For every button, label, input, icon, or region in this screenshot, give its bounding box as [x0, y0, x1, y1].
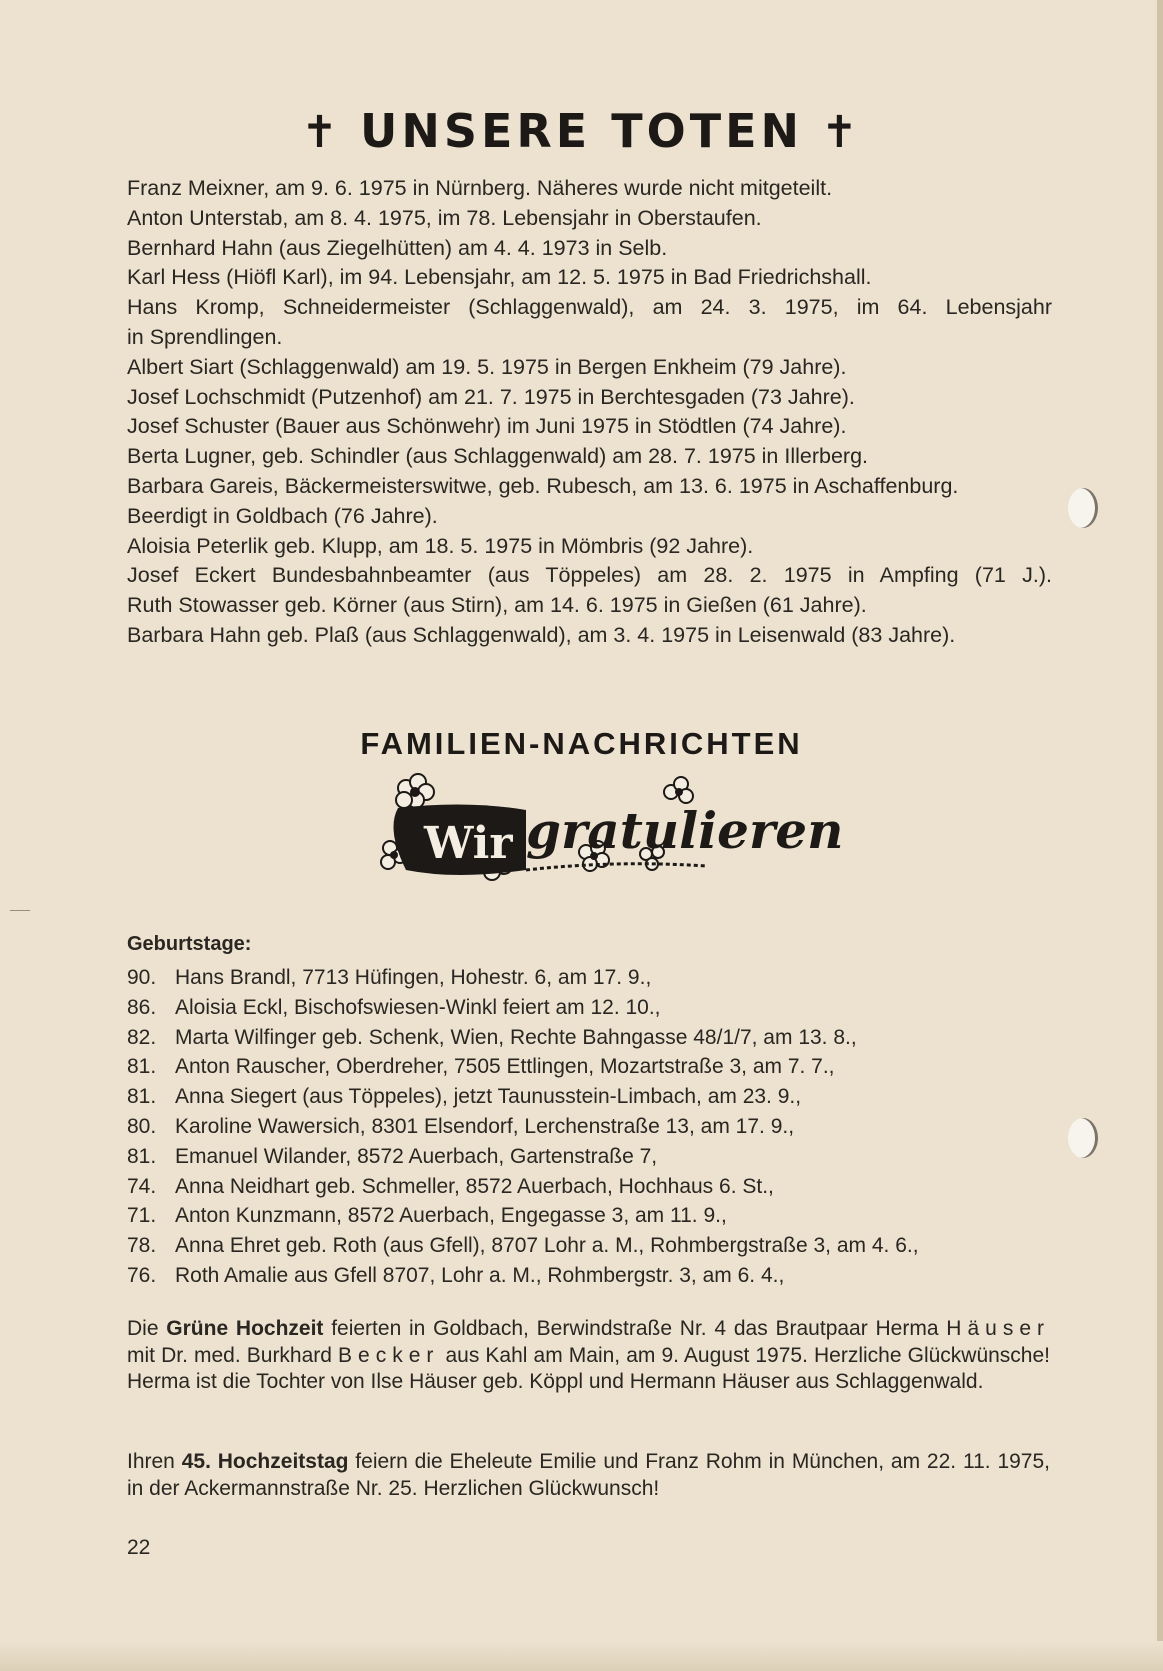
birthday-text: Anna Ehret geb. Roth (aus Gfell), 8707 Lohr a. M., Rohmbergstraße 3, am 4. 6., [175, 1234, 919, 1258]
cross-icon: ✝ [301, 107, 342, 158]
wir-gratulieren-graphic [376, 770, 844, 885]
death-notice-line: Albert Siart (Schlaggenwald) am 19. 5. 1975 in Bergen Enkheim (79 Jahre). [127, 354, 847, 379]
birthday-age: 78. [127, 1234, 157, 1258]
family-news-title: FAMILIEN-NACHRICHTEN [360, 726, 803, 761]
birthday-row [127, 1142, 1057, 1172]
wedding-text: Die [127, 1317, 167, 1340]
death-notice-line: Franz Meixner, am 9. 6. 1975 in Nürnberg. Näheres wurde nicht mitgeteilt. [127, 176, 833, 200]
death-notice-line: Ruth Stowasser geb. Körner (aus Stirn), am 14. 6. 1975 in Gießen (61 Jahre). [127, 593, 867, 618]
birthday-text: Hans Brandl, 7713 Hüfingen, Hohestr. 6, am 17. 9., [175, 966, 652, 989]
wedding-text: mit Dr. med. Burkhard [127, 1343, 339, 1367]
birthday-text: Karoline Wawersich, 8301 Elsendorf, Lerchenstraße 13, am 17. 9., [175, 1114, 795, 1138]
birthday-text: Anton Rauscher, Oberdreher, 7505 Ettlingen, Mozartstraße 3, am 7. 7., [175, 1055, 835, 1079]
birthday-row [127, 1112, 1057, 1142]
death-notices-list [127, 174, 1052, 651]
death-notice-line: in Sprendlingen. [127, 324, 283, 349]
birthday-row [127, 1201, 1057, 1231]
anniversary-text: Ihren [127, 1450, 182, 1473]
birthday-age: 76. [127, 1263, 157, 1287]
birthday-age: 90. [127, 966, 157, 989]
death-notice-line: Aloisia Peterlik geb. Klupp, am 18. 5. 1975 in Mömbris (92 Jahre). [127, 533, 754, 558]
birthday-text: Anna Neidhart geb. Schmeller, 8572 Auerbach, Hochhaus 6. St., [175, 1174, 774, 1198]
birthday-age: 82. [127, 1025, 157, 1049]
wedding-text: aus Kahl am Main, am 9. August 1975. Herzliche Glückwünsche! Herma ist die Tochter von Ilse Häuser geb. Köppl und Hermann Häuser aus Schlaggenwald. [127, 1343, 1051, 1393]
groom-surname: Becker [338, 1343, 440, 1367]
birthday-text: Roth Amalie aus Gfell 8707, Lohr a. M., Rohmbergstr. 3, am 6. 4., [175, 1263, 785, 1287]
birthday-age: 81. [127, 1085, 157, 1109]
cross-icon: ✝ [821, 107, 862, 158]
birthday-row [127, 1082, 1057, 1112]
birthdays-heading: Geburtstage: [127, 933, 252, 955]
bride-surname: Häuser [946, 1317, 1050, 1340]
page-number: 22 [127, 1536, 151, 1559]
death-notice-line: Berta Lugner, geb. Schindler (aus Schlaggenwald) am 28. 7. 1975 in Illerberg. [127, 444, 869, 469]
wir-graphic-word: Wir [424, 818, 513, 869]
birthday-row [127, 993, 1057, 1023]
death-notices-title-text: UNSERE TOTEN [359, 104, 804, 158]
birthday-age: 86. [127, 995, 157, 1019]
birthday-text: Aloisia Eckl, Bischofswiesen-Winkl feiert am 12. 10., [175, 995, 661, 1019]
birthday-row [127, 1261, 1057, 1291]
death-notice-line: Beerdigt in Goldbach (76 Jahre). [127, 503, 438, 528]
page-edge [1157, 0, 1163, 1671]
birthday-row [127, 1023, 1057, 1053]
anniversary-text: feiern die Eheleute Emilie und Franz Rohm in München, am 22. 11. 1975, in der Ackermannstraße Nr. 25. Herzlichen Glückwunsch! [127, 1450, 1050, 1500]
birthday-age: 81. [127, 1144, 157, 1168]
birthday-row [127, 1231, 1057, 1261]
anniversary-paragraph [127, 1449, 1050, 1502]
birthday-age: 81. [127, 1055, 157, 1079]
birthday-text: Marta Wilfinger geb. Schenk, Wien, Rechte Bahngasse 48/1/7, am 13. 8., [175, 1025, 857, 1049]
stray-mark [10, 910, 30, 911]
death-notice-line: Bernhard Hahn (aus Ziegelhütten) am 4. 4. 1973 in Selb. [127, 235, 668, 260]
birthday-row [127, 963, 1057, 993]
birthday-text: Emanuel Wilander, 8572 Auerbach, Gartenstraße 7, [175, 1144, 658, 1168]
wedding-paragraph [127, 1316, 1050, 1396]
death-notice-line: Barbara Gareis, Bäckermeisterswitwe, geb. Rubesch, am 13. 6. 1975 in Aschaffenburg. [127, 473, 959, 498]
wedding-text: feierten in Goldbach, Berwindstraße Nr. 4 das Brautpaar Herma [323, 1317, 947, 1340]
birthday-row [127, 1052, 1057, 1082]
gratulieren-graphic-word: gratulieren [526, 801, 844, 860]
death-notices-title [0, 104, 1163, 158]
birthdays-list [127, 963, 1057, 1291]
anniversary-bold-text: 45. Hochzeitstag [181, 1450, 349, 1473]
death-notice-line: Barbara Hahn geb. Plaß (aus Schlaggenwald), am 3. 4. 1975 in Leisenwald (83 Jahre). [127, 622, 956, 647]
death-notice-line: Josef Eckert Bundesbahnbeamter (aus Töppeles) am 28. 2. 1975 in Ampfing (71 J.). [127, 563, 1052, 588]
death-notice-line: Karl Hess (Hiöfl Karl), im 94. Lebensjahr, am 12. 5. 1975 in Bad Friedrichshall. [127, 265, 872, 290]
punch-hole [1068, 488, 1098, 528]
birthday-text: Anna Siegert (aus Töppeles), jetzt Taunusstein-Limbach, am 23. 9., [175, 1085, 802, 1109]
birthday-age: 71. [127, 1204, 157, 1228]
page-bottom-shadow [0, 1641, 1163, 1671]
punch-hole [1068, 1118, 1098, 1158]
birthday-text: Anton Kunzmann, 8572 Auerbach, Engegasse 3, am 11. 9., [175, 1204, 727, 1228]
birthday-row [127, 1172, 1057, 1202]
birthday-age: 74. [127, 1174, 157, 1198]
wedding-bold-text: Grüne Hochzeit [166, 1317, 324, 1340]
death-notice-line: Josef Schuster (Bauer aus Schönwehr) im Juni 1975 in Stödtlen (74 Jahre). [127, 414, 847, 439]
birthday-age: 80. [127, 1114, 157, 1138]
death-notice-line: Hans Kromp, Schneidermeister (Schlaggenwald), am 24. 3. 1975, im 64. Lebensjahr [127, 295, 1052, 320]
death-notice-line: Anton Unterstab, am 8. 4. 1975, im 78. Lebensjahr in Oberstaufen. [127, 205, 762, 230]
death-notice-line: Josef Lochschmidt (Putzenhof) am 21. 7. 1975 in Berchtesgaden (73 Jahre). [127, 384, 855, 409]
